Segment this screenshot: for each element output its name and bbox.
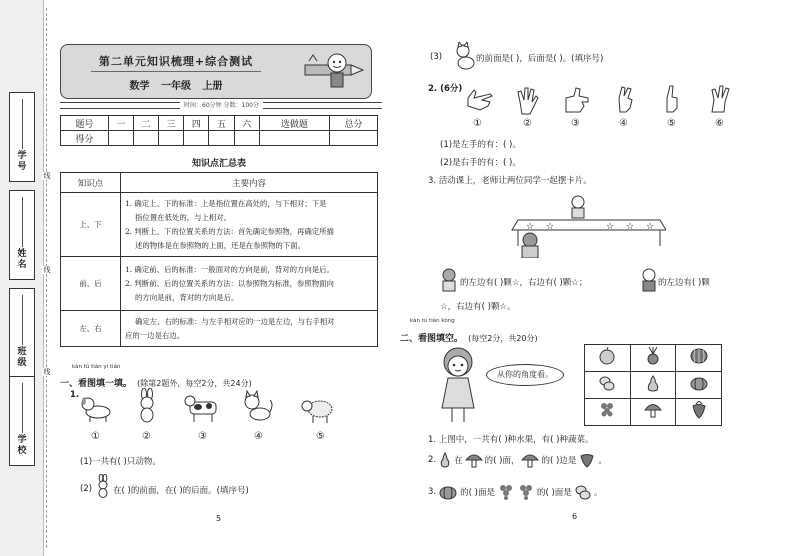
question-b3 [428,484,602,500]
score-cell[interactable] [259,131,329,146]
hand-1-icon [464,86,496,114]
content-line: 述的物体是在参照物的上面，还是在参照物的下面。 [135,240,305,250]
radish-icon [643,347,663,365]
content-line: 1. 确定上、下的标准：上是指位置在高处的，与下相对；下是 [125,198,327,208]
grid-cell [676,399,722,426]
content-line: 确定左、右的标准：与左手相对应的一边是左边，与右手相对 [135,316,335,326]
speech-bubble [486,364,564,386]
content-line: 2. 判断上、下的位置关系的方法：首先确定参照物，再确定所描 [125,226,334,236]
question-b3-text: 的( )面是 [460,488,495,498]
knowledge-col-content: 主要内容 [121,173,378,193]
question-1-3: 的前面是( )，后面是( )。(填序号) [476,54,604,64]
cow-icon [182,392,224,424]
animal-number: ③ [198,431,207,442]
cut-mark: 线 [43,266,51,274]
score-cell[interactable] [108,131,133,146]
content-line: 2. 判断前、后的位置关系的方法：以参照物为标准，参照物面向 [125,278,334,288]
pear-small-icon [438,452,452,468]
question-b2-text: 的( )边是 [541,456,577,466]
question-1-1: (1)一共有( )只动物。 [80,457,161,467]
cut-mark: 线 [43,172,51,180]
speech-text: 从你的角度看。 [497,370,553,379]
svg-text:☆: ☆ [606,222,615,232]
student-id-label: 学号 [17,151,27,172]
students-cards-illustration [510,188,666,258]
strawberry-small-icon [578,452,596,468]
animal-number: ④ [254,431,263,442]
knowledge-row [61,311,378,347]
question-1-2: 在( )的前面，在( )的后面。(填序号) [113,486,249,496]
score-cell[interactable] [234,131,259,146]
question-3-a1: 的左边有( )颗☆，右边有( )颗☆； [460,278,588,288]
content-line: 1. 确定前、后的标准：一般面对的方向是前，背对的方向是后。 [125,264,334,274]
section1-heading: 一、看图填一填。 [60,379,133,389]
question-b3-text: 。 [593,488,603,498]
hand-6-icon [708,84,732,114]
hand-5-icon [662,84,682,114]
mushroom-icon [643,401,663,419]
score-row-label: 得分 [61,131,109,146]
hand-number: ③ [571,118,580,129]
cut-mark: 线 [43,368,51,376]
unit-title: 第二单元知识梳理+综合测试 [98,55,254,68]
grapes-icon [597,401,617,419]
knowledge-table [60,172,378,347]
svg-text:☆: ☆ [626,222,635,232]
rabbit-small-icon [94,474,112,498]
unit-subtitle [61,77,291,92]
score-cell[interactable] [133,131,158,146]
question-2-2: (2)是右手的有：( )。 [440,158,521,168]
question-3-a2: 的左边有( )颗 [658,278,710,288]
grapes-small-icon [517,484,535,500]
section1-pinyin: kàn tú tián yi tián [72,364,121,370]
dog-icon [80,392,114,424]
score-cell[interactable] [330,131,378,146]
question-2-1: (1)是左手的有：( )。 [440,140,521,150]
question-1-3-label: (3) [430,52,443,62]
hand-number: ⑤ [667,118,676,129]
hand-4-icon [614,84,636,114]
section2-heading: 二、看图填空。 [400,334,464,344]
time-score-bar [60,102,382,109]
score-row [61,131,378,146]
svg-text:☆: ☆ [646,222,655,232]
cat-icon [240,390,274,424]
unit-header [60,44,372,99]
question-1-2-label: (2) [80,484,93,494]
question-3: 3. 活动课上，老师让两位同学一起摆卡片。 [428,176,592,186]
question-b1: 1. 上图中，一共有( )种水果，有( )种蔬菜。 [428,435,594,445]
cut-line [46,8,47,548]
girl-back-icon [440,268,458,292]
question-b3-number: 3. [428,487,437,497]
peanut-small-icon [574,484,592,500]
score-header-cell: 选做题 [259,116,329,131]
knowledge-topic: 左、右 [61,311,121,347]
hand-number: ② [523,118,532,129]
score-header-cell: 二 [133,116,158,131]
question-b2-text: 的( )面， [484,456,520,466]
watermelon-icon [689,347,709,365]
grade: 一年级 [161,81,191,92]
grapes-small-icon [497,484,515,500]
grid-cell [676,372,722,399]
boy-front-icon [640,268,658,292]
page-number-right: 6 [572,512,578,521]
score-header-cell: 三 [159,116,184,131]
score-cell[interactable] [184,131,209,146]
girl-illustration [428,342,488,426]
animal-number: ⑤ [316,431,325,442]
sheep-icon [300,394,336,424]
student-id-field[interactable] [9,92,35,182]
produce-grid [584,344,722,426]
knowledge-content [121,193,378,257]
pumpkin-small-icon [438,484,458,500]
grid-cell [630,399,676,426]
class-field[interactable] [9,288,35,378]
question-b2-text: 在 [454,456,463,466]
section1-note: (除第2题外，每空2分，共24分) [137,379,252,388]
score-header-cell: 一 [108,116,133,131]
hand-3-icon [562,86,592,114]
question-b3-text: 的( )面是 [536,488,572,498]
knowledge-table-title: 知识点汇总表 [191,159,246,169]
apple-icon [597,347,617,365]
question-1-number: 1. [70,390,80,400]
score-header-cell: 题号 [61,116,109,131]
class-label: 班级 [17,347,27,368]
school-field[interactable] [9,376,35,466]
hand-number: ⑥ [715,118,724,129]
volume: 上册 [202,81,223,92]
animal-number: ② [142,431,151,442]
peanut-icon [597,374,617,392]
grid-cell [630,372,676,399]
score-header-cell: 六 [234,116,259,131]
content-line: 指位置在低处的，与上相对。 [135,212,232,222]
knowledge-content [121,311,378,347]
subject: 数学 [129,81,150,92]
grid-cell [585,399,631,426]
time-info: 时间：60分钟 分数：100分 [180,100,263,109]
score-header-row [61,116,378,131]
binding-margin [0,0,44,556]
question-b2-text: 。 [598,456,607,466]
hand-number: ① [473,118,482,129]
content-line: 应的一边是右边。 [125,330,185,340]
grid-cell [676,345,722,372]
hand-2-icon [516,86,540,116]
animal-number: ① [91,431,100,442]
knowledge-row [61,193,378,257]
question-b2 [428,452,607,468]
score-header-cell: 总分 [330,116,378,131]
score-table [60,115,378,146]
grid-cell [585,345,631,372]
hand-number: ④ [619,118,628,129]
score-cell[interactable] [159,131,184,146]
question-b2-number: 2. [428,455,437,465]
knowledge-content [121,257,378,311]
section2-pinyin: kàn tú tián kòng [410,318,455,324]
section2-note: (每空2分，共20分) [468,334,538,343]
strawberry-icon [689,401,709,419]
knowledge-col-topic: 知识点 [61,173,121,193]
pencil-mascot-illustration [301,51,365,93]
question-2-label: 2. (6分) [428,84,463,94]
name-label: 姓名 [17,249,27,270]
grid-cell [585,372,631,399]
score-header-cell: 四 [184,116,209,131]
svg-text:☆: ☆ [526,222,535,232]
knowledge-row [61,257,378,311]
content-line: 的方向是前，背对的方向是后。 [135,292,239,302]
mushroom-small-icon [465,452,483,468]
pear-icon [643,374,663,392]
knowledge-topic: 上、下 [61,193,121,257]
score-cell[interactable] [209,131,234,146]
question-3-b: ☆，右边有( )颗☆。 [440,302,516,312]
rabbit-icon [132,388,162,424]
name-field[interactable] [9,190,35,280]
pumpkin-icon [689,374,709,392]
mushroom-small-icon [521,452,539,468]
page-number-left: 5 [216,514,222,523]
score-header-cell: 五 [209,116,234,131]
grid-cell [630,345,676,372]
school-label: 学校 [17,435,27,456]
cat-small-icon [452,42,478,72]
svg-text:☆: ☆ [546,222,555,232]
knowledge-topic: 前、后 [61,257,121,311]
